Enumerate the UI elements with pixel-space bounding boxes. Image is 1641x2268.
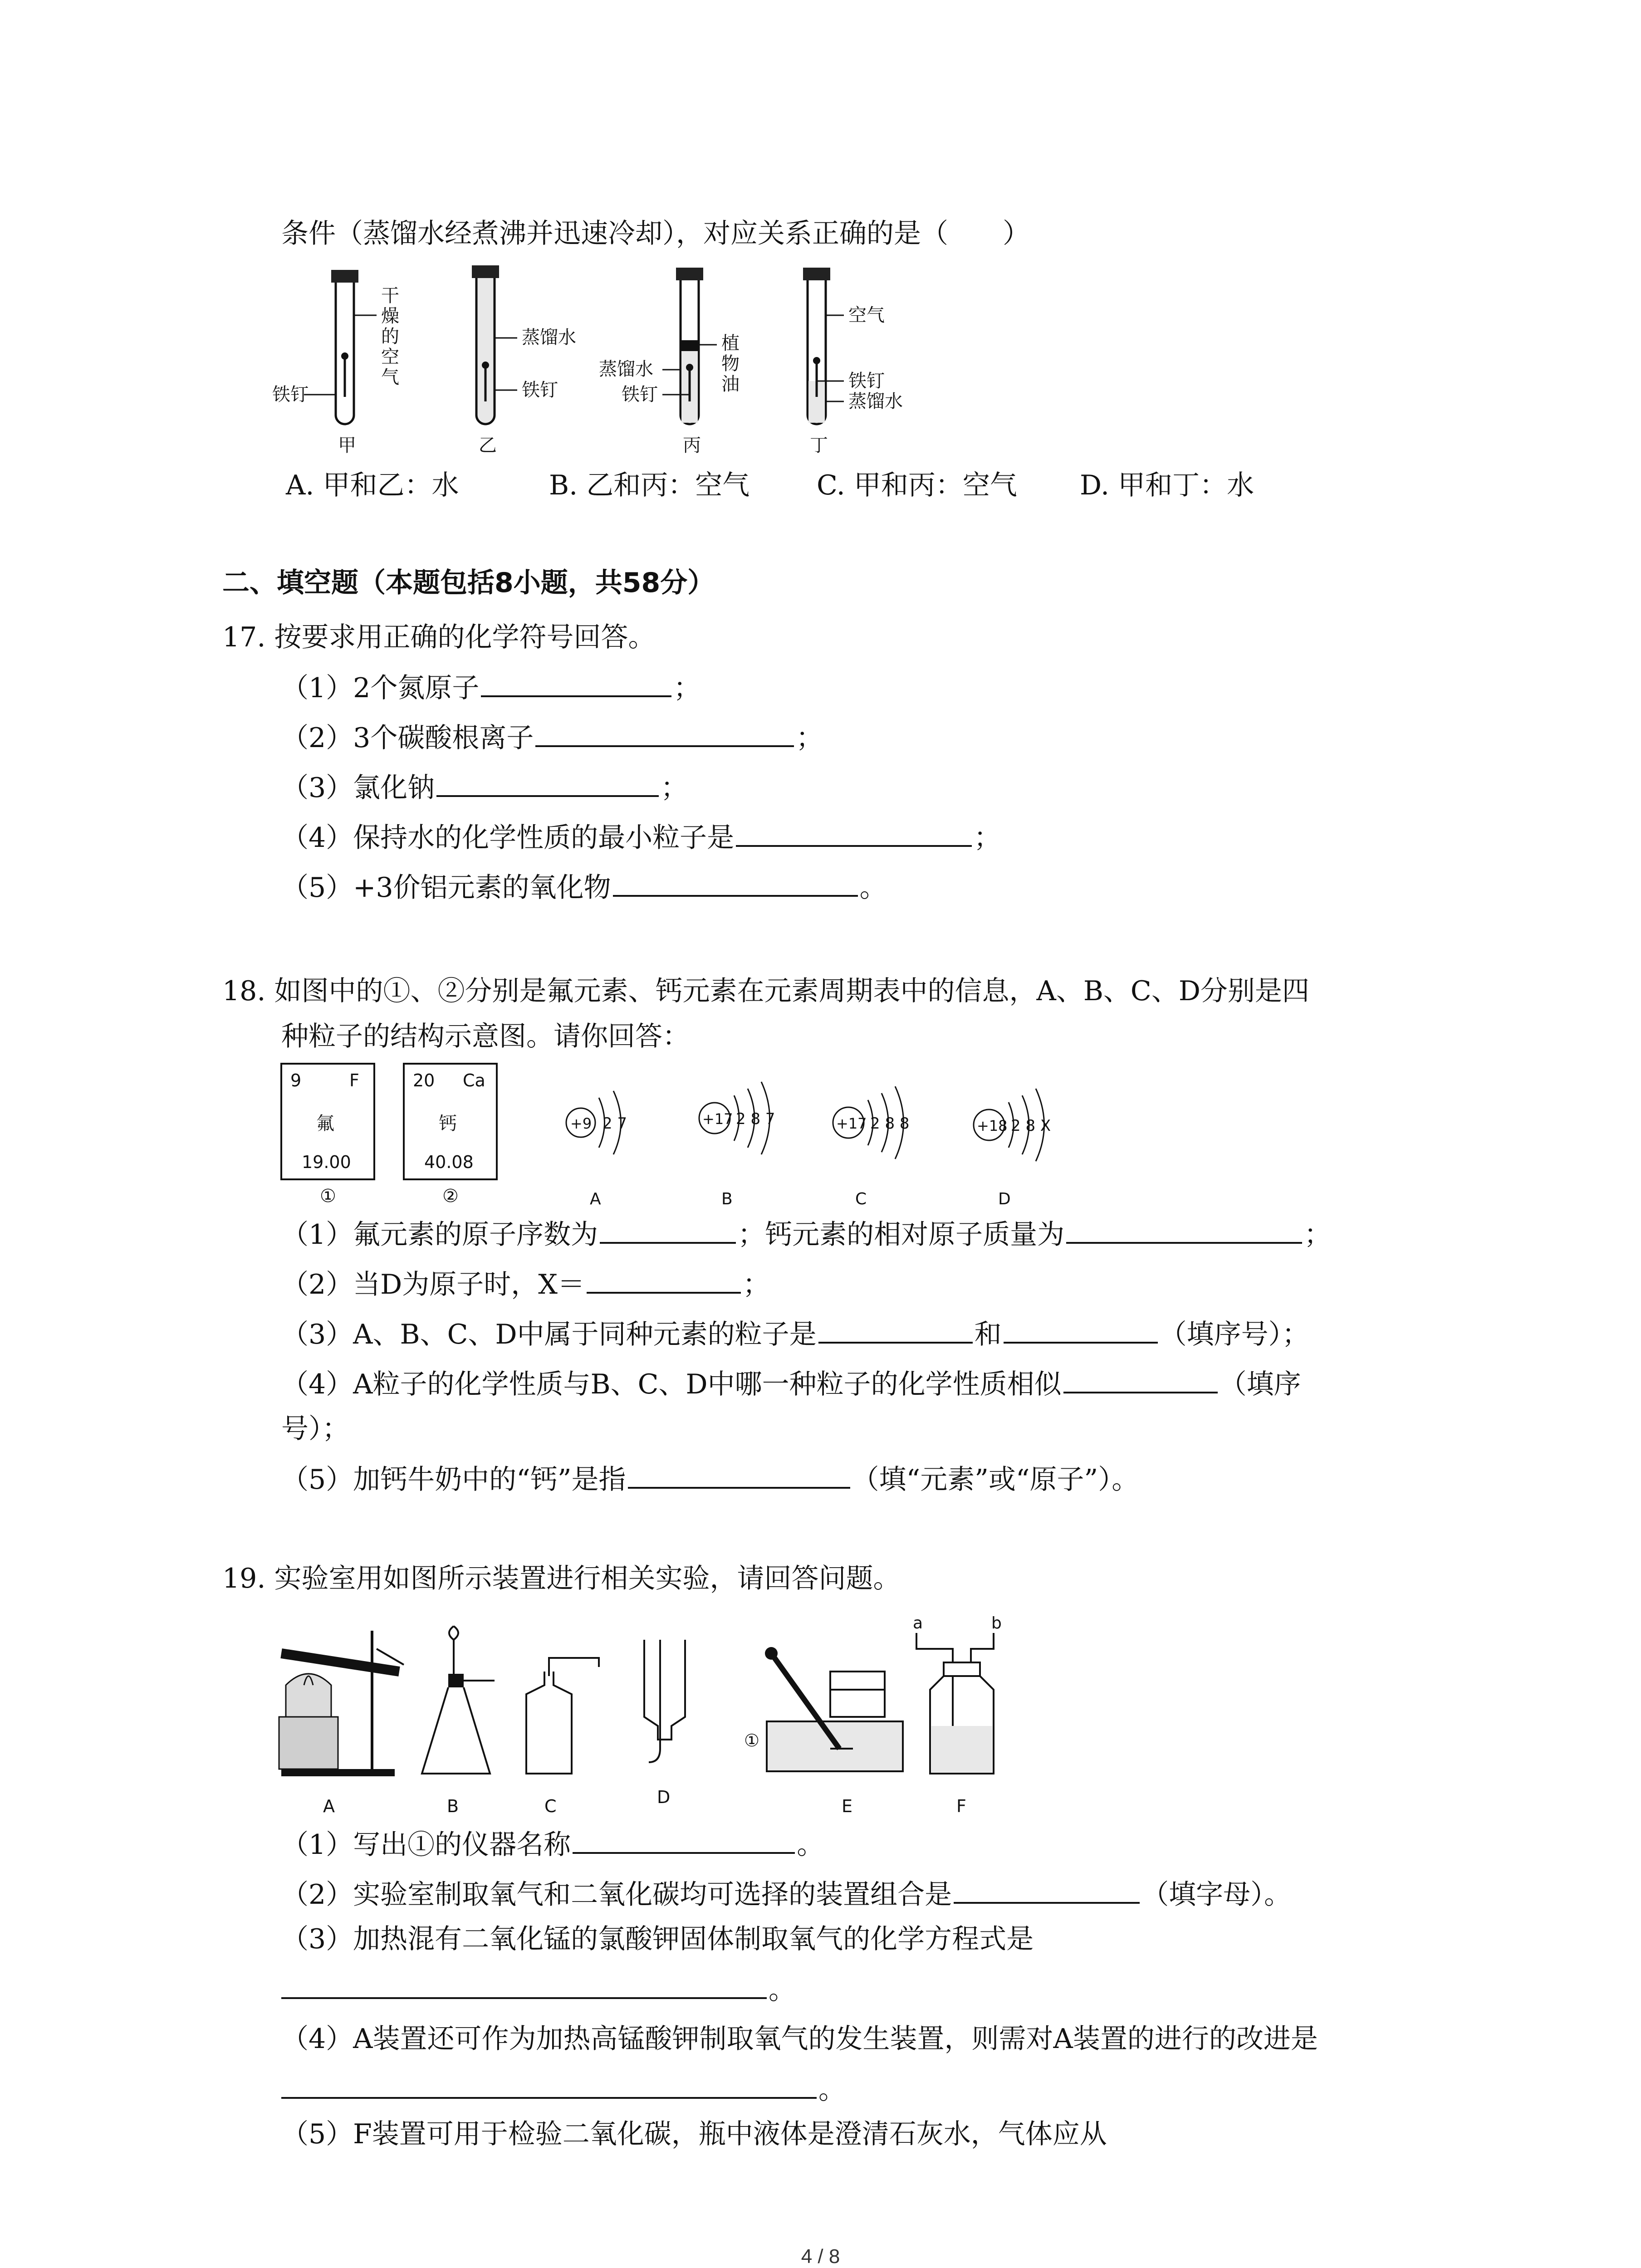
tube-jia-nail-label: 铁钉 <box>272 384 309 405</box>
particle-b-nucleus: +17 <box>702 1110 733 1128</box>
apparatus-b-label: B <box>447 1796 459 1816</box>
q18-blank-1a[interactable] <box>600 1216 736 1244</box>
q17-item-1-end: ； <box>673 672 701 704</box>
cell-ca-name: 钙 <box>439 1113 457 1134</box>
cell-f-symbol: F <box>349 1070 359 1090</box>
q17-item-4 <box>281 819 1001 856</box>
tube-jia-label-0: 干 <box>381 285 399 306</box>
tube-ding-name: 丁 <box>810 435 828 456</box>
apparatus-b <box>422 1626 495 1816</box>
q18-item-3 <box>281 1315 1309 1353</box>
q18-blank-3b[interactable] <box>1004 1315 1158 1344</box>
q18-item-3-text: （3）A、B、C、D中属于同种元素的粒子是 <box>281 1319 817 1350</box>
q18-item-4-hint: （填序 <box>1219 1369 1301 1400</box>
tube-bing-label-2: 油 <box>721 374 740 395</box>
particle-a-nucleus: +9 <box>570 1115 592 1132</box>
q18-item-3-and: 和 <box>974 1319 1002 1350</box>
q17-item-4-end: ； <box>974 822 1001 854</box>
q18-item-1 <box>281 1216 1331 1253</box>
q17-item-3-end: ； <box>661 772 688 804</box>
q18-item-5-hint: （填“元素”或“原子”）。 <box>852 1464 1139 1496</box>
tube-jia-label-4: 气 <box>381 367 399 388</box>
apparatus-f-port-b: b <box>991 1614 1002 1633</box>
particle-c-nucleus: +17 <box>836 1115 867 1132</box>
particle-c-tag: C <box>855 1190 867 1208</box>
q18-stem-line-1: 18. 如图中的①、②分别是氟元素、钙元素在元素周期表中的信息，A、B、C、D分别是四 <box>222 975 1309 1007</box>
q16-option-d: D. 甲和丁：水 <box>1080 469 1254 501</box>
q19-item-2 <box>281 1876 1291 1913</box>
tube-bing-name: 丙 <box>683 435 701 456</box>
q17-stem: 17. 按要求用正确的化学符号回答。 <box>222 621 656 653</box>
q19-blank-2[interactable] <box>954 1876 1140 1904</box>
q17-item-2 <box>281 719 823 756</box>
periodic-cell-calcium <box>404 1064 497 1207</box>
tube-jia-label-3: 空 <box>381 347 399 367</box>
q18-item-3-end: （填序号）； <box>1159 1319 1309 1350</box>
q19-item-3-end: 。 <box>769 1974 796 2006</box>
section-2-title: 二、填空题（本题包括8小题，共58分） <box>222 567 715 599</box>
q18-blank-5[interactable] <box>628 1461 850 1489</box>
q16-option-b: B. 乙和丙：空气 <box>549 469 750 501</box>
apparatus-c <box>526 1658 599 1816</box>
q18-item-5 <box>281 1461 1139 1498</box>
q18-blank-4[interactable] <box>1063 1365 1218 1393</box>
particle-d-tag: D <box>998 1190 1011 1208</box>
q17-item-2-end: ； <box>796 722 823 754</box>
particle-d-shells: 2 8 X <box>1011 1117 1051 1135</box>
q19-item-3-answer <box>281 1971 796 2008</box>
cell-f-mass: 19.00 <box>302 1152 351 1172</box>
q17-blank-4[interactable] <box>736 819 972 847</box>
apparatus-d-label: D <box>657 1787 671 1807</box>
cell-f-name: 氟 <box>316 1113 334 1134</box>
q18-item-4 <box>281 1365 1301 1403</box>
q18-stem-line-2: 种粒子的结构示意图。请你回答： <box>281 1021 690 1052</box>
tube-ding-label-0: 空气 <box>848 305 885 326</box>
q17-item-5-text: （5）+3价铝元素的氧化物 <box>281 872 611 904</box>
apparatus-d <box>644 1640 685 1807</box>
tube-bing <box>599 268 740 456</box>
q17-item-5-end: 。 <box>859 872 887 904</box>
q17-item-3-text: （3）氯化钠 <box>281 772 435 804</box>
particle-a <box>566 1091 627 1208</box>
apparatus-f-label: F <box>956 1796 966 1816</box>
tube-jia-name: 甲 <box>338 435 356 456</box>
q17-blank-1[interactable] <box>481 669 671 697</box>
q17-item-3 <box>281 769 688 806</box>
apparatus-e <box>744 1647 903 1816</box>
particle-b-shells: 2 8 7 <box>736 1110 775 1128</box>
apparatus-e-marker: ① <box>744 1730 760 1750</box>
q19-item-1 <box>281 1826 824 1863</box>
q19-blank-3[interactable] <box>281 1971 767 1999</box>
q18-element-figure <box>272 1057 1116 1211</box>
particle-c <box>833 1086 910 1208</box>
q16-test-tube-figure <box>272 265 930 460</box>
q17-blank-3[interactable] <box>436 769 659 797</box>
q18-item-2 <box>281 1266 770 1303</box>
q16-option-c: C. 甲和丙：空气 <box>817 469 1017 501</box>
q18-item-2-text: （2）当D为原子时，X＝ <box>281 1269 585 1300</box>
q19-item-3: （3）加热混有二氧化锰的氯酸钾固体制取氧气的化学方程式是 <box>281 1923 1034 1955</box>
q18-item-1-text: （1）氟元素的原子序数为 <box>281 1219 598 1251</box>
q17-blank-2[interactable] <box>535 719 794 747</box>
tube-bing-label-4: 铁钉 <box>622 384 658 405</box>
q18-item-2-end: ； <box>743 1269 770 1300</box>
tube-bing-label-3: 蒸馏水 <box>599 359 653 380</box>
tube-yi-name: 乙 <box>479 435 497 456</box>
tube-jia <box>272 270 399 456</box>
particle-b <box>699 1082 775 1208</box>
q19-item-2-hint: （填字母）。 <box>1141 1879 1292 1911</box>
q17-item-4-text: （4）保持水的化学性质的最小粒子是 <box>281 822 735 854</box>
tube-bing-label-1: 物 <box>721 353 740 374</box>
tube-ding-label-2: 蒸馏水 <box>848 391 903 412</box>
tube-bing-label-0: 植 <box>721 333 740 354</box>
tube-yi <box>472 265 576 456</box>
periodic-cell-fluorine <box>281 1064 374 1207</box>
q17-item-1 <box>281 669 700 706</box>
cell-ca-tag: ② <box>442 1186 459 1207</box>
q19-blank-1[interactable] <box>573 1826 795 1854</box>
q19-item-1-text: （1）写出①的仪器名称 <box>281 1829 571 1861</box>
particle-a-shells: 2 7 <box>603 1114 627 1133</box>
q19-item-5: （5）F装置可用于检验二氧化碳，瓶中液体是澄清石灰水，气体应从 <box>281 2118 1107 2150</box>
q16-stem-tail: 条件（蒸馏水经煮沸并迅速冷却），对应关系正确的是（ ） <box>281 218 1030 249</box>
cell-f-tag: ① <box>320 1186 336 1207</box>
q18-blank-3a[interactable] <box>818 1315 973 1344</box>
tube-yi-label-0: 蒸馏水 <box>522 327 576 348</box>
q16-option-a: A. 甲和乙：水 <box>286 469 459 501</box>
apparatus-c-label: C <box>544 1796 557 1816</box>
q19-blank-4[interactable] <box>281 2071 817 2099</box>
q19-item-2-text: （2）实验室制取氧气和二氧化碳均可选择的装置组合是 <box>281 1879 952 1911</box>
apparatus-f-port-a: a <box>913 1614 923 1633</box>
tube-jia-label-1: 燥 <box>381 306 399 327</box>
q17-item-2-text: （2）3个碳酸根离子 <box>281 722 534 754</box>
page-number: 4 / 8 <box>801 2245 840 2268</box>
q18-blank-1b[interactable] <box>1066 1216 1302 1244</box>
q19-item-4-end: 。 <box>818 2074 846 2106</box>
particle-d <box>974 1089 1051 1208</box>
particle-d-nucleus: +18 <box>977 1117 1008 1134</box>
q18-item-1-text-b: ；钙元素的相对原子质量为 <box>738 1219 1065 1251</box>
tube-ding-label-1: 铁钉 <box>848 371 885 391</box>
q18-item-1-end: ； <box>1304 1219 1332 1251</box>
cell-f-number: 9 <box>290 1070 302 1090</box>
cell-ca-symbol: Ca <box>463 1070 485 1090</box>
q18-item-5-text: （5）加钙牛奶中的“钙”是指 <box>281 1464 626 1496</box>
apparatus-a <box>279 1631 404 1816</box>
cell-ca-number: 20 <box>413 1070 435 1090</box>
q19-item-1-end: 。 <box>797 1829 824 1861</box>
q18-item-4-text: （4）A粒子的化学性质与B、C、D中哪一种粒子的化学性质相似 <box>281 1369 1062 1400</box>
tube-yi-label-1: 铁钉 <box>522 380 558 401</box>
q19-item-4-answer <box>281 2071 846 2108</box>
tube-jia-label-2: 的 <box>381 326 399 347</box>
q19-stem: 19. 实验室用如图所示装置进行相关实验，请回答问题。 <box>222 1563 901 1594</box>
q17-item-1-text: （1）2个氮原子 <box>281 672 480 704</box>
q19-item-4: （4）A装置还可作为加热高锰酸钾制取氧气的发生装置，则需对A装置的进行的改进是 <box>281 2023 1318 2055</box>
apparatus-f <box>913 1614 1002 1816</box>
cell-ca-mass: 40.08 <box>424 1152 474 1172</box>
q18-item-4-cont: 号）； <box>281 1413 349 1445</box>
apparatus-a-label: A <box>323 1796 335 1816</box>
apparatus-e-label: E <box>842 1796 853 1816</box>
tube-ding <box>803 268 903 456</box>
q17-item-5 <box>281 869 887 906</box>
q17-blank-5[interactable] <box>613 869 858 897</box>
particle-c-shells: 2 8 8 <box>870 1114 910 1133</box>
q19-apparatus-figure <box>272 1613 1043 1817</box>
particle-b-tag: B <box>721 1190 733 1208</box>
q18-blank-2[interactable] <box>587 1266 741 1294</box>
particle-a-tag: A <box>590 1190 601 1208</box>
